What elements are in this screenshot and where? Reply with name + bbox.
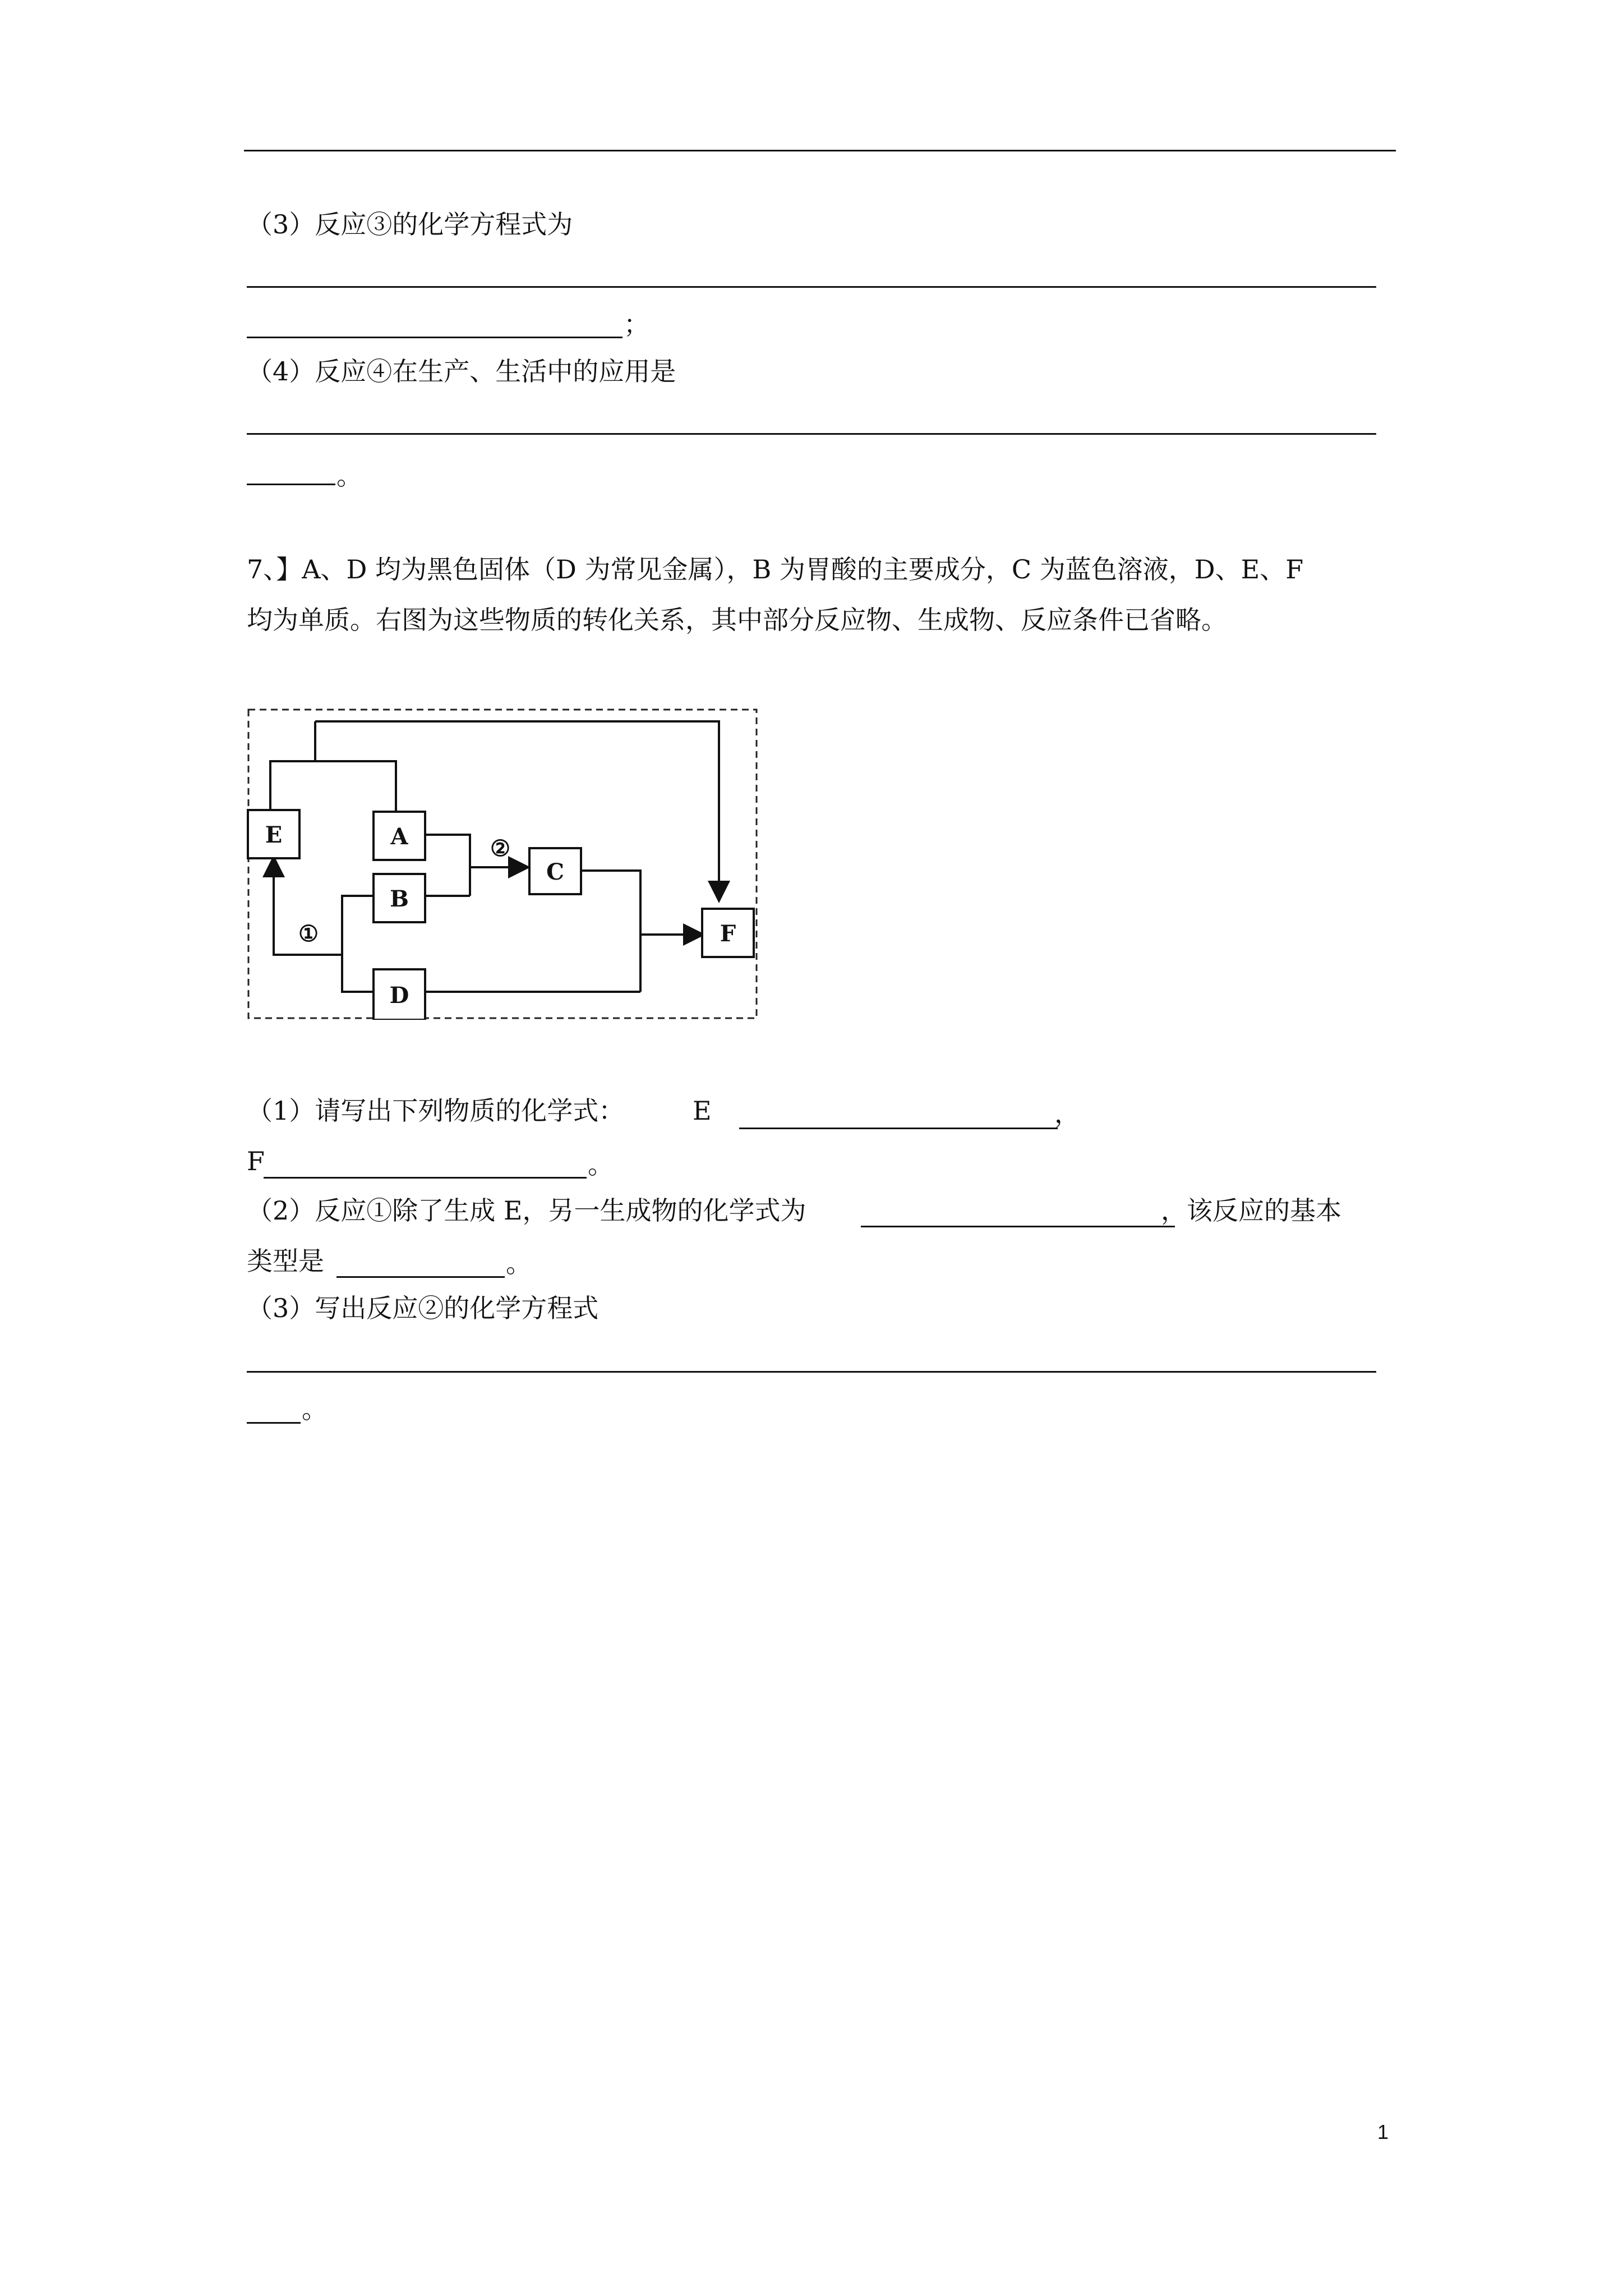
q7-sub2-line2-text: 类型是 xyxy=(247,1246,324,1276)
q6-part4-text: （4）反应④在生产、生活中的应用是 xyxy=(247,356,676,386)
connector-B-D-join xyxy=(342,896,376,992)
q7-sub2-text: （2）反应①除了生成 E，另一生成物的化学式为 xyxy=(247,1195,806,1226)
q7-sub2-formula-answer-line xyxy=(861,1226,1175,1227)
q7-sub1-comma: ， xyxy=(1054,1098,1080,1129)
q6-part4-answer-line-2 xyxy=(247,484,335,485)
connector-top-to-F xyxy=(315,721,719,899)
q7-sub1-E-answer-line xyxy=(739,1128,1058,1129)
label-C: C xyxy=(546,859,564,885)
connector-A-to-join2 xyxy=(425,835,470,896)
q7-sub2-mid: ，该反应的基本 xyxy=(1161,1195,1341,1226)
diagram-dashed-frame xyxy=(248,710,757,1018)
q6-part3-end: ； xyxy=(624,309,649,339)
q7-sub1-F-answer-line xyxy=(264,1177,587,1179)
q7-sub3-answer-line-1 xyxy=(247,1371,1376,1373)
q7-intro-line-2: 均为单质。右图为这些物质的转化关系，其中部分反应物、生成物、反应条件已省略。 xyxy=(247,605,1227,635)
q7-sub1-E-label: E xyxy=(693,1096,712,1126)
q7-sub3-answer-line-2 xyxy=(247,1422,301,1424)
label-A: A xyxy=(390,823,408,850)
q6-part4-answer-line-1 xyxy=(247,433,1376,435)
reaction-2-marker: ② xyxy=(490,835,510,862)
q7-sub3-end: 。 xyxy=(302,1394,328,1424)
q7-sub1-end: 。 xyxy=(588,1149,614,1180)
q6-part3-answer-line-2 xyxy=(247,337,623,338)
q6-part3-text: （3）反应③的化学方程式为 xyxy=(247,209,573,240)
q7-sub1-text: （1）请写出下列物质的化学式： xyxy=(247,1096,625,1126)
q7-sub3-text: （3）写出反应②的化学方程式 xyxy=(247,1293,599,1323)
q7-sub1-F-label: F xyxy=(247,1146,265,1176)
label-B: B xyxy=(390,886,409,912)
label-E: E xyxy=(265,822,283,848)
q6-part4-end: 。 xyxy=(336,461,362,491)
connector-E-A-join xyxy=(270,761,396,812)
connector-C-to-join3 xyxy=(581,871,640,992)
label-D: D xyxy=(389,982,409,1009)
q7-sub2-type-answer-line xyxy=(336,1276,505,1278)
q7-transformation-diagram xyxy=(247,708,758,1020)
page-number: 1 xyxy=(1377,2120,1389,2143)
q7-intro-line-1: 7、】A、D 均为黑色固体（D 为常见金属），B 为胃酸的主要成分，C 为蓝色溶液，D、E、F xyxy=(247,554,1304,585)
q6-part3-answer-line-1 xyxy=(247,286,1376,288)
q7-sub2-end: 。 xyxy=(506,1248,532,1278)
header-rule xyxy=(244,150,1396,151)
reaction-1-marker: ① xyxy=(298,921,319,947)
label-F: F xyxy=(720,921,736,947)
